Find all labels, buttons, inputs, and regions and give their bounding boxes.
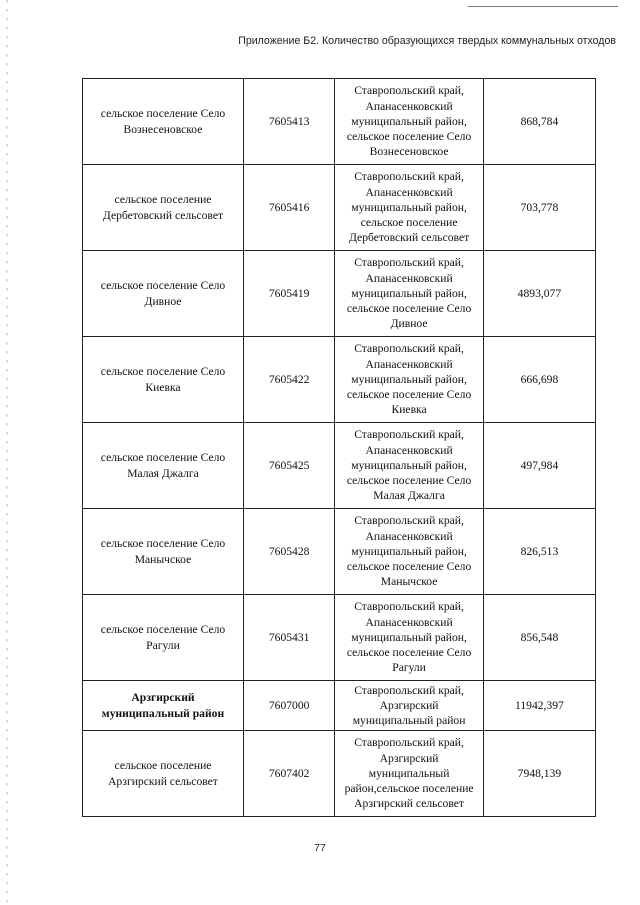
table-row (83, 165, 596, 251)
table-row (83, 681, 596, 731)
settlement-name-cell: сельское поселение Арзгирский сельсовет (83, 731, 244, 817)
table-row (83, 509, 596, 595)
page-header: Приложение Б2. Количество образующихся твердых коммунальных отходов (238, 35, 616, 47)
location-cell: Ставропольский край, Арзгирский муниципальный район,сельское поселение Арзгирский сельсовет (335, 731, 484, 817)
settlement-name-cell: сельское поселение Дербетовский сельсовет (83, 165, 244, 251)
location-cell: Ставропольский край, Арзгирский муниципальный район (335, 681, 484, 731)
waste-amount-cell: 703,778 (483, 165, 595, 251)
top-rule (468, 6, 618, 7)
waste-amount-cell: 4893,077 (483, 251, 595, 337)
oktmo-code-cell: 7605431 (243, 595, 334, 681)
settlement-name-cell: Арзгирский муниципальный район (83, 681, 244, 731)
waste-amount-cell: 666,698 (483, 337, 595, 423)
oktmo-code-cell: 7605422 (243, 337, 334, 423)
oktmo-code-cell: 7605419 (243, 251, 334, 337)
location-cell: Ставропольский край, Апанасенковский муниципальный район, сельское поселение Село Малая Джалга (335, 423, 484, 509)
table-row (83, 251, 596, 337)
oktmo-code-cell: 7607402 (243, 731, 334, 817)
waste-amount-cell: 856,548 (483, 595, 595, 681)
settlement-name-cell: сельское поселение Село Киевка (83, 337, 244, 423)
settlement-name-cell: сельское поселение Село Дивное (83, 251, 244, 337)
waste-table (82, 78, 596, 817)
waste-amount-cell: 497,984 (483, 423, 595, 509)
location-cell: Ставропольский край, Апанасенковский муниципальный район, сельское поселение Село Киевка (335, 337, 484, 423)
settlement-name-cell: сельское поселение Село Вознесеновское (83, 79, 244, 165)
location-cell: Ставропольский край, Апанасенковский муниципальный район, сельское поселение Село Рагули (335, 595, 484, 681)
waste-amount-cell: 11942,397 (483, 681, 595, 731)
oktmo-code-cell: 7605428 (243, 509, 334, 595)
scan-margin-marks (6, 0, 8, 905)
oktmo-code-cell: 7605425 (243, 423, 334, 509)
waste-amount-cell: 868,784 (483, 79, 595, 165)
location-cell: Ставропольский край, Апанасенковский муниципальный район, сельское поселение Дербетовский сельсовет (335, 165, 484, 251)
settlement-name-cell: сельское поселение Село Рагули (83, 595, 244, 681)
oktmo-code-cell: 7605413 (243, 79, 334, 165)
table-row (83, 595, 596, 681)
location-cell: Ставропольский край, Апанасенковский муниципальный район, сельское поселение Село Вознесеновское (335, 79, 484, 165)
table-row (83, 731, 596, 817)
settlement-name-cell: сельское поселение Село Манычское (83, 509, 244, 595)
page-number: 77 (314, 842, 326, 854)
oktmo-code-cell: 7605416 (243, 165, 334, 251)
table-row (83, 79, 596, 165)
table-row (83, 337, 596, 423)
location-cell: Ставропольский край, Апанасенковский муниципальный район, сельское поселение Село Дивное (335, 251, 484, 337)
waste-amount-cell: 7948,139 (483, 731, 595, 817)
location-cell: Ставропольский край, Апанасенковский муниципальный район, сельское поселение Село Манычское (335, 509, 484, 595)
oktmo-code-cell: 7607000 (243, 681, 334, 731)
waste-amount-cell: 826,513 (483, 509, 595, 595)
table-row (83, 423, 596, 509)
settlement-name-cell: сельское поселение Село Малая Джалга (83, 423, 244, 509)
